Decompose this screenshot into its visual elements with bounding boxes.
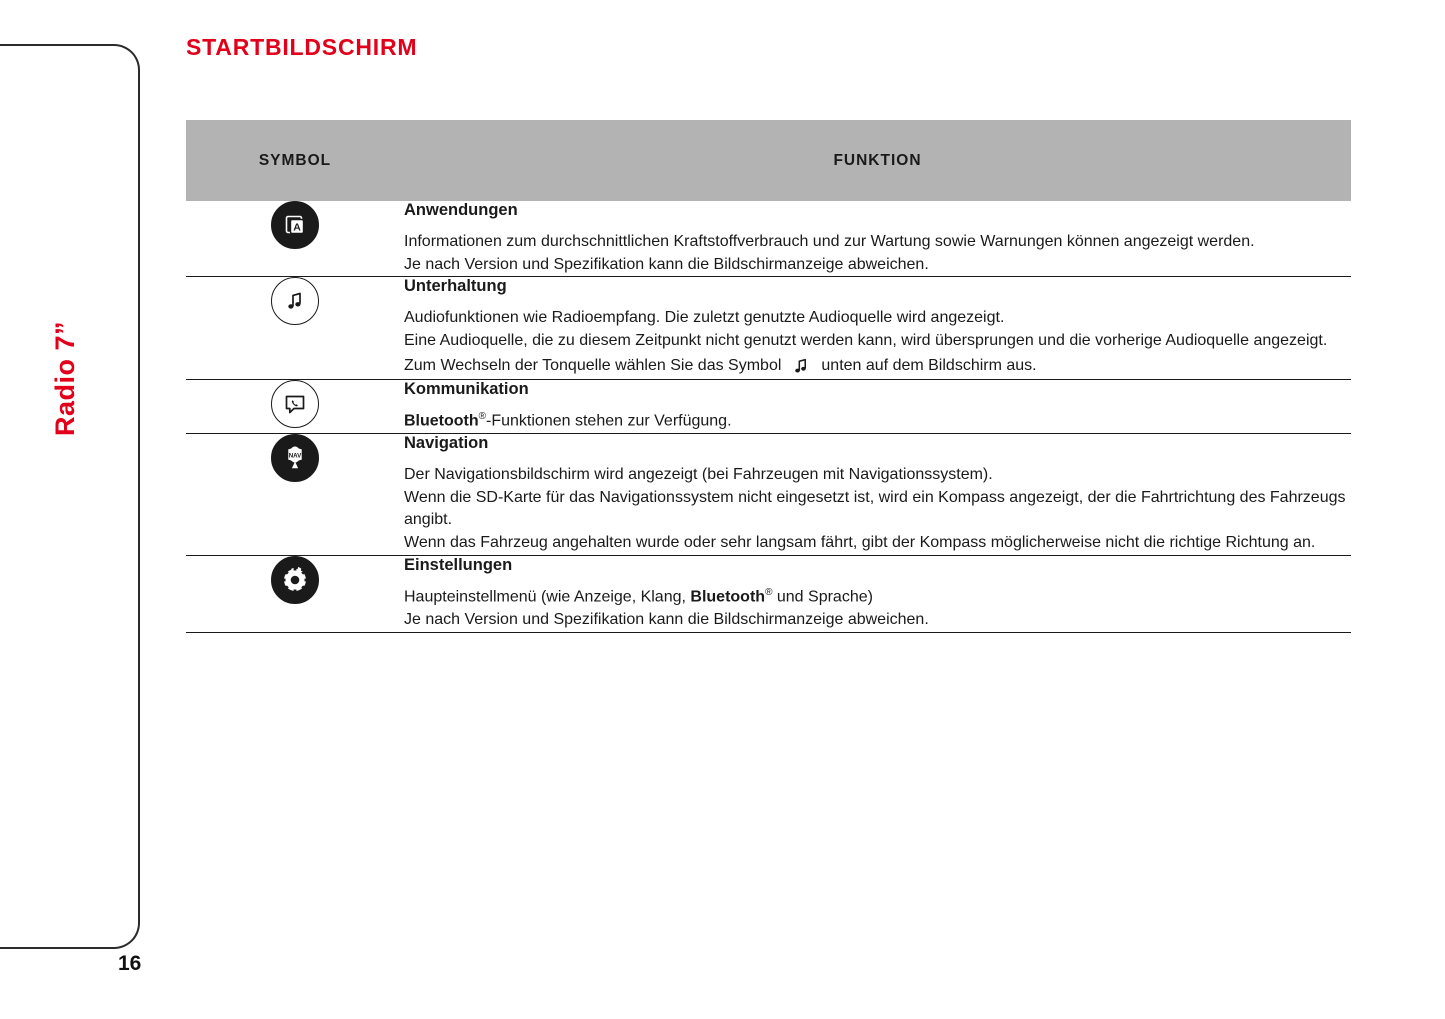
function-cell — [404, 433, 1351, 555]
function-title: Unterhaltung — [404, 277, 507, 296]
function-body — [404, 307, 1351, 378]
table-row — [186, 555, 1351, 632]
table-row — [186, 201, 1351, 277]
table-row — [186, 277, 1351, 379]
symbol-cell — [186, 555, 404, 632]
table-header-row — [186, 120, 1351, 201]
function-cell — [404, 379, 1351, 433]
side-tab-label: Radio 7” — [50, 320, 80, 436]
page-title: STARTBILDSCHIRM — [186, 34, 418, 60]
settings-prefix: Haupteinstellmenü (wie Anzeige, Klang, — [404, 588, 686, 606]
page-number: 16 — [118, 952, 142, 975]
music-note-icon — [271, 277, 319, 325]
svg-text:A: A — [293, 221, 301, 234]
function-cell — [404, 277, 1351, 379]
function-title: Einstellungen — [404, 555, 513, 574]
bluetooth-label: Bluetooth — [404, 412, 479, 430]
registered-mark: ® — [765, 586, 773, 598]
symbol-cell — [186, 379, 404, 433]
phone-message-icon — [271, 380, 319, 428]
symbol-cell — [186, 277, 404, 379]
apps-icon — [271, 201, 319, 249]
function-cell — [404, 201, 1351, 277]
function-line — [404, 410, 1351, 433]
function-line: Eine Audioquelle, die zu diesem Zeitpunkt nicht genutzt werden kann, wird übersprungen und die vorherige Audioquelle angezeigt. — [404, 332, 1328, 350]
symbol-function-table — [186, 120, 1351, 633]
gear-icon — [271, 556, 319, 604]
settings-suffix: und Sprache) — [772, 588, 873, 606]
function-line: Informationen zum durchschnittlichen Kraftstoffverbrauch und zur Wartung sowie Warnungen können angezeigt werden. — [404, 233, 1255, 250]
column-header-symbol: SYMBOL — [186, 120, 404, 201]
function-line: Je nach Version und Spezifikation kann die Bildschirmanzeige abweichen. — [404, 610, 929, 628]
table-row — [186, 379, 1351, 433]
bluetooth-label: Bluetooth — [690, 588, 766, 606]
function-cell — [404, 555, 1351, 632]
function-line: Audiofunktionen wie Radioempfang. Die zuletzt genutzte Audioquelle wird angezeigt. — [404, 309, 1005, 327]
function-body — [404, 410, 1351, 433]
navigation-pin-icon — [271, 434, 319, 482]
function-body — [404, 231, 1351, 276]
side-tab-panel — [0, 44, 140, 949]
function-note-prefix: Zum Wechseln der Tonquelle wählen Sie das Symbol — [404, 356, 782, 374]
svg-text:NAV: NAV — [288, 452, 302, 460]
function-line: Je nach Version und Spezifikation kann die Bildschirmanzeige abweichen. — [404, 255, 929, 273]
table-row — [186, 433, 1351, 555]
function-line — [404, 586, 1351, 609]
function-note — [404, 353, 1037, 379]
function-line: Wenn das Fahrzeug angehalten wurde oder sehr langsam fährt, gibt der Kompass möglicherweise nicht die richtige Richtung an. — [404, 534, 1316, 552]
symbol-cell — [186, 201, 404, 277]
function-line: Der Navigationsbildschirm wird angezeigt (bei Fahrzeugen mit Navigationssystem). — [404, 465, 993, 483]
column-header-function: FUNKTION — [404, 120, 1351, 201]
document-content — [186, 0, 1386, 633]
function-body — [404, 464, 1351, 555]
function-title: Anwendungen — [404, 201, 518, 219]
registered-mark: ® — [478, 410, 487, 422]
function-title: Kommunikation — [404, 379, 529, 398]
function-line: Wenn die SD-Karte für das Navigationssystem nicht eingesetzt ist, wird ein Kompass angezeigt, der die Fahrtrichtung des Fahrzeugs angibt. — [404, 488, 1346, 529]
bluetooth-suffix: -Funktionen stehen zur Verfügung. — [486, 412, 732, 430]
function-note-suffix: unten auf dem Bildschirm aus. — [821, 356, 1037, 374]
music-note-icon — [788, 353, 814, 379]
function-title: Navigation — [404, 433, 489, 452]
function-body — [404, 586, 1351, 632]
symbol-cell — [186, 433, 404, 555]
